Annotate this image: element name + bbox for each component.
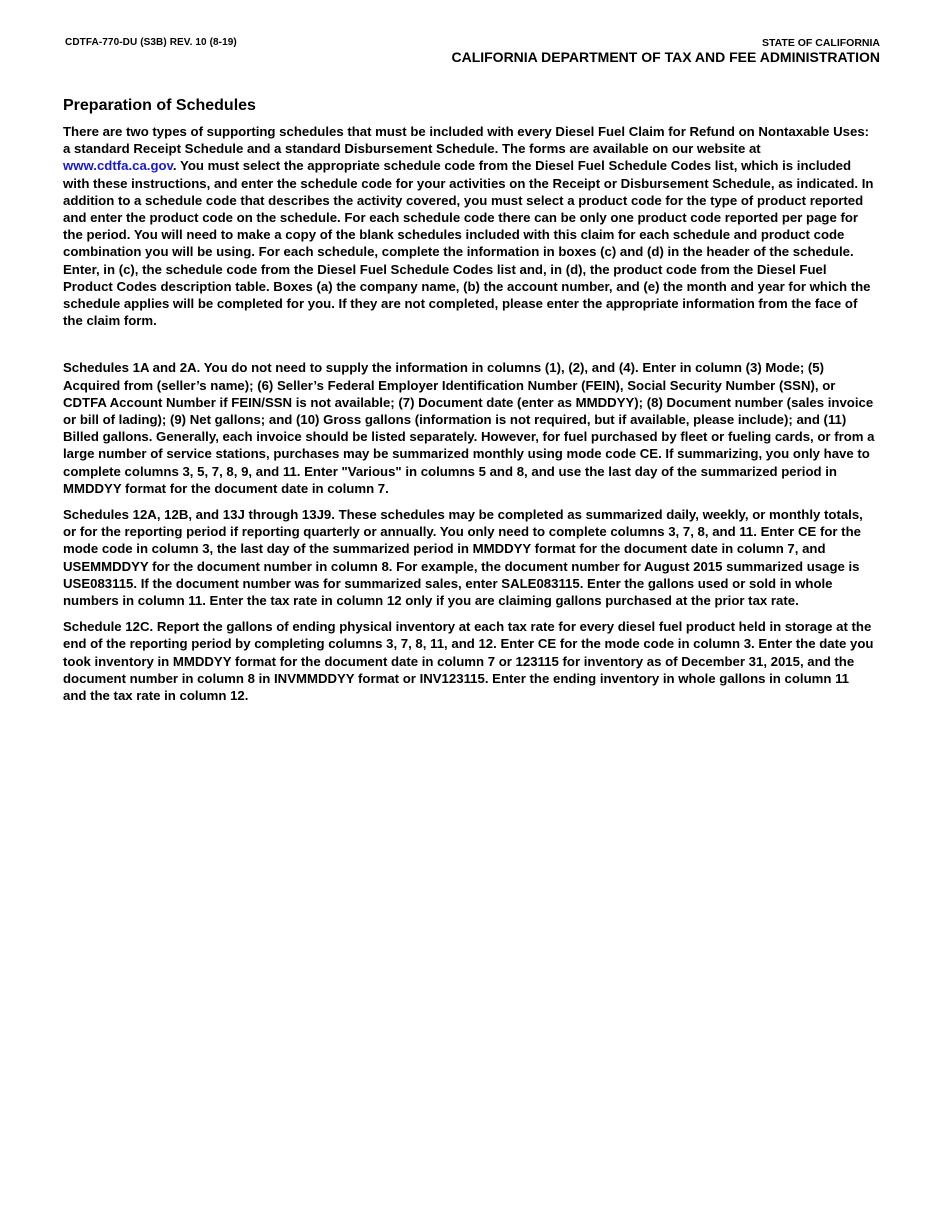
section-heading: Preparation of Schedules — [63, 97, 256, 114]
department-name: CALIFORNIA DEPARTMENT OF TAX AND FEE ADMINISTRATION — [451, 49, 880, 65]
form-number: CDTFA-770-DU (S3B) REV. 10 (8-19) — [65, 37, 237, 48]
schedules-12a-12b-13j-paragraph: Schedules 12A, 12B, and 13J through 13J9. These schedules may be completed as summarized daily, weekly, or monthly totals, or for the reporting period if reporting quarterly or annually. You only need to complete columns 3, 7, 8, and 11. Enter CE for the mode code in column 3, the last day of the summarized period in MMDDYY format for the document date in column 7, and USEMMDDYY for the document number in column 8. For example, the document number for August 2015 summarized usage is USE083115. If the document number was for summarized sales, enter SALE083115. Enter the gallons used or sold in whole numbers in column 11. Enter the tax rate in column 12 only if you are claiming gallons purchased at the prior tax rate. — [63, 507, 863, 609]
agency-header — [451, 37, 880, 65]
intro-text-before-link: There are two types of supporting schedules that must be included with every Diesel Fuel Claim for Refund on Nontaxable Uses: a standard Receipt Schedule and a standard Disbursement Schedule. The forms are available on our website at — [63, 124, 870, 157]
schedule-12c-paragraph: Schedule 12C. Report the gallons of ending physical inventory at each tax rate for every diesel fuel product held in storage at the end of the reporting period by completing columns 3, 7, 8, 11, and 12. Enter CE for the mode code in column 3. Enter the date you took inventory in MMDDYY format for the document date in column 7 or 123115 for inventory as of December 31, 2015, and the document number in column 8 in INVMMDDYY format or INV123115. Enter the ending inventory in whole gallons in column 11 and the tax rate in column 12. — [63, 619, 874, 704]
instructions-section — [63, 96, 875, 704]
intro-paragraph — [63, 123, 875, 329]
website-link[interactable]: www.cdtfa.ca.gov — [63, 158, 173, 174]
schedules-1a-2a-paragraph: Schedules 1A and 2A. You do not need to supply the information in columns (1), (2), and (4). Enter in column (3) Mode; (5) Acquired from (seller’s name); (6) Seller’s Federal Employer Identification Number (FEIN), Social Security Number (SSN), or CDTFA Account Number if FEIN/SSN is not available; (7) Document date (enter as MMDDYY); (8) Document number (sales invoice or bill of lading); (9) Net gallons; and (10) Gross gallons (information is not required, but if available, please include); and (11) Billed gallons. Generally, each invoice should be listed separately. However, for fuel purchased by fleet or fueling cards, or from a large number of service stations, purchases may be summarized monthly using mode code CE. If summarizing, you only have to complete columns 3, 5, 7, 8, 9, and 11. Enter "Various" in columns 5 and 8, and use the last day of the summarized period in MMDDYY format for the document date in column 7. — [63, 360, 875, 496]
intro-text-after-link: . You must select the appropriate schedule code from the Diesel Fuel Schedule Codes list, which is included with these instructions, and enter the schedule code for your activities on the Receipt or Disbursement Schedule, as indicated. In addition to a schedule code that describes the activity covered, you must select a product code for the type of product reported and enter the product code on the schedule. For each schedule code there can be only one product code reported per page for the period. You will need to make a copy of the blank schedules included with this claim for each schedule and product code combination you will be using. For each schedule, complete the information in boxes (c) and (d) in the header of the schedule. Enter, in (c), the schedule code from the Diesel Fuel Schedule Codes list and, in (d), the product code from the Diesel Fuel Product Codes description table. Boxes (a) the company name, (b) the account number, and (e) the month and year for which the schedule applies will be completed for you. If they are not completed, please enter the appropriate information from the face of the claim form. — [63, 158, 874, 329]
state-name: STATE OF CALIFORNIA — [761, 37, 880, 49]
